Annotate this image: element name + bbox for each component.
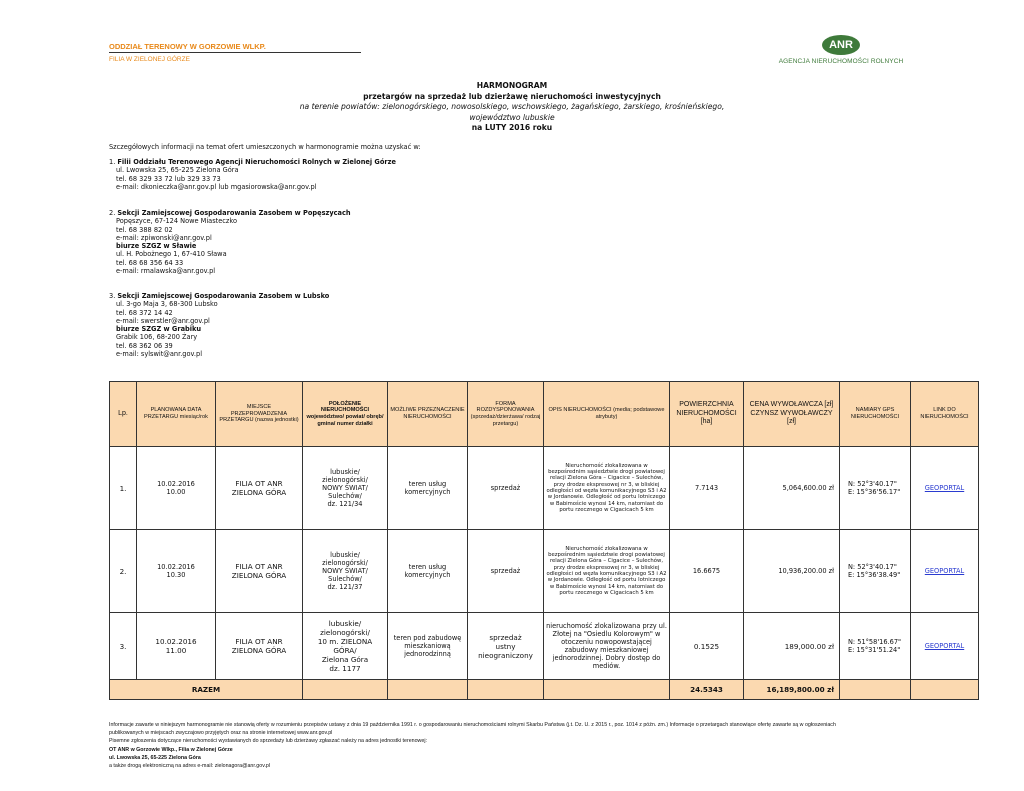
- cell-gps: [840, 613, 911, 680]
- table-header-row: [110, 382, 979, 447]
- header-lp: Lp.: [110, 382, 137, 447]
- contact-3-sub-addr: Grabik 106, 68-200 Żary: [116, 333, 198, 342]
- contact-2-tel: tel. 68 388 82 02: [116, 225, 173, 234]
- cell-polozenie: lubuskie/ zielonogórski/ 10 m. ZIELONA GÓRA/ Zielona Góra dz. 1177: [303, 613, 388, 680]
- cell-przeznaczenie: teren usług komercyjnych: [388, 530, 468, 613]
- cell-link: [911, 447, 979, 530]
- footer-notes: [109, 721, 909, 770]
- cell-gps: [840, 447, 911, 530]
- contact-1-tel: tel. 68 329 33 72 lub 329 33 73: [116, 174, 221, 183]
- contact-1: [109, 158, 396, 191]
- cell-link: [911, 613, 979, 680]
- contact-3-addr: ul. 3-go Maja 3, 68-300 Lubsko: [116, 300, 218, 309]
- table-row: [110, 447, 979, 530]
- contact-2-sub-email: e-mail: rmalawska@anr.gov.pl: [116, 267, 216, 276]
- contact-3-num: 3.: [109, 292, 118, 300]
- cell-forma: sprzedaż: [468, 447, 544, 530]
- gps-e: E: 15°31'51.24": [848, 646, 901, 654]
- cell-data: 10.02.2016 10.30: [137, 530, 216, 613]
- header-data: PLANOWANA DATA PRZETARGU miesiąc/rok: [137, 382, 216, 447]
- title-line4: województwo lubuskie: [469, 112, 555, 122]
- contact-1-email: e-mail: dkonieczka@anr.gov.pl lub mgasiorowska@anr.gov.pl: [116, 182, 317, 191]
- cell-gps: [840, 530, 911, 613]
- contact-1-name: Filii Oddziału Terenowego Agencji Nieruchomości Rolnych w Zielonej Górze: [117, 158, 396, 166]
- sum-empty: [468, 680, 544, 700]
- cell-forma: sprzedaż: [468, 530, 544, 613]
- contact-2-email: e-mail: zpiwonski@anr.gov.pl: [116, 233, 212, 242]
- logo-oval-icon: ANR: [822, 35, 860, 55]
- sum-row: [110, 680, 979, 700]
- gps-n: N: 52°3'40.17": [848, 480, 897, 488]
- table-row: [110, 613, 979, 680]
- gps-n: N: 51°58'16.67": [848, 638, 902, 646]
- cell-polozenie: lubuskie/ zielonogórski/ NOWY ŚWIAT/ Sulechów/ dz. 121/34: [303, 447, 388, 530]
- cell-opis: Nieruchomość zlokalizowana w bezpośrednim sąsiedztwie drogi powiatowej relacji Zielona Góra – Cigacice – Sulechów, przy drodze ekspresowej nr 3, w bliskiej odległości od węzła komunikacyjnego S3 i A2 w Jordanowie. Odległość od portu lotniczego w Babimoście wynosi 14 km, natomiast do portu rzecznego w Cigacicach 5 km: [544, 447, 670, 530]
- header-forma: FORMA ROZDYSPONOWANIA (sprzedaż/dzierżawa/ rodzaj przetargu): [468, 382, 544, 447]
- sum-cena: 16,189,800.00 zł: [744, 680, 840, 700]
- cell-lp: 2.: [110, 530, 137, 613]
- sum-powierzchnia: 24.5343: [670, 680, 744, 700]
- contact-2-sub-addr: ul. H. Pobożnego 1, 67-410 Sława: [116, 250, 227, 259]
- footer-line6: a także drogą elektroniczną na adres e-mail: zielonagora@anr.gov.pl: [109, 763, 271, 770]
- schedule-table: [109, 381, 979, 700]
- contact-2-addr: Popęszyce, 67-124 Nowe Miasteczko: [116, 217, 237, 226]
- cell-link: [911, 530, 979, 613]
- geoportal-link[interactable]: GEOPORTAL: [924, 567, 965, 575]
- header-opis: OPIS NIERUCHOMOŚCI (media; podstawowe atrybuty): [544, 382, 670, 447]
- cell-miejsce: FILIA OT ANR ZIELONA GÓRA: [216, 613, 303, 680]
- cell-powierzchnia: 16.6675: [670, 530, 744, 613]
- cell-opis: Nieruchomość zlokalizowana w bezpośrednim sąsiedztwie drogi powiatowej relacji Zielona Góra – Cigacice – Sulechów, przy drodze ekspresowej nr 3, w bliskiej odległości od węzła komunikacyjnego S3 i A2 w Jordanowie. Odległość od portu lotniczego w Babimoście wynosi 14 km, natomiast do portu rzecznego w Cigacicach 5 km: [544, 530, 670, 613]
- contact-2-sub-name: biurze SZGZ w Sławie: [116, 242, 197, 251]
- title-line5: na LUTY 2016 roku: [471, 123, 553, 132]
- branch-name: FILIA W ZIELONEJ GÓRZE: [109, 56, 190, 63]
- contact-3: [109, 292, 329, 358]
- sum-empty: [388, 680, 468, 700]
- cell-przeznaczenie: teren pod zabudowę mieszkaniową jednorodzinną: [388, 613, 468, 680]
- sum-empty: [544, 680, 670, 700]
- gps-n: N: 52°3'40.17": [848, 563, 897, 571]
- document-title: [0, 81, 1024, 134]
- gps-e: E: 15°36'38.49": [848, 571, 901, 579]
- cell-data: 10.02.2016 11.00: [137, 613, 216, 680]
- title-line1: HARMONOGRAM: [476, 81, 548, 90]
- cell-forma: sprzedaż ustny nieograniczony: [468, 613, 544, 680]
- footer-line1: Informacje zawarte w niniejszym harmonogramie nie stanowią oferty w rozumieniu przepisów ustawy z dnia 19 października 1991 r. o gospodarowaniu nieruchomościami rolnymi Skarbu Państwa (j.t. Dz. U. z 2015 r., poz. 1014 z późn. zm.) Informacje o przetargach stanowiące ofertę zawarte są w ogłoszeniach: [109, 722, 836, 728]
- footer-line5: ul. Lwowska 25, 65-225 Zielona Góra: [109, 754, 201, 761]
- contact-3-name: Sekcji Zamiejscowej Gospodarowania Zasobem w Lubsko: [117, 292, 330, 300]
- header-link: LINK DO NIERUCHOMOŚCI: [911, 382, 979, 447]
- cell-opis: nieruchomość zlokalizowana przy ul. Złotej na "Osiedlu Kolorowym" w otoczeniu nowopowstającej zabudowy mieszkaniowej jednorodzinnej. Dobry dostęp do mediów.: [544, 613, 670, 680]
- header-miejsce: MIEJSCE PRZEPROWADZENIA PRZETARGU (nazwa jednostki): [216, 382, 303, 447]
- footer-line2: publikowanych w miejscach zwyczajowo przyjętych oraz na stronie internetowej www.anr.gov.pl: [109, 730, 333, 737]
- contact-3-sub-name: biurze SZGZ w Grabiku: [116, 325, 202, 334]
- contact-1-num: 1.: [109, 158, 118, 166]
- footer-line4: OT ANR w Gorzowie Wlkp., Filia w Zielonej Górze: [109, 746, 233, 753]
- contact-3-email: e-mail: swerstler@anr.gov.pl: [116, 316, 210, 325]
- sum-empty: [840, 680, 911, 700]
- header-polozenie: POŁOŻENIE NIERUCHOMOŚCI województwo/ powiat/ obręb/ gmina/ numer działki: [303, 382, 388, 447]
- header-gps: NAMIARY GPS NIERUCHOMOŚCI: [840, 382, 911, 447]
- title-line3: na terenie powiatów: zielonogórskiego, nowosolskiego, wschowskiego, żagańskiego, żarskiego, krośnieńskiego,: [299, 102, 725, 111]
- sum-empty: [911, 680, 979, 700]
- header-przeznaczenie: MOŻLIWE PRZEZNACZENIE NIERUCHOMOŚCI: [388, 382, 468, 447]
- cell-lp: 1.: [110, 447, 137, 530]
- cell-cena: 10,936,200.00 zł: [744, 530, 840, 613]
- footer-line3: Pisemne zgłoszenia dotyczące nieruchomości wystawianych do sprzedaży lub dzierżawy zgłaszać należy na adres jednostki terenowej:: [109, 738, 427, 745]
- cell-przeznaczenie: teren usług komercyjnych: [388, 447, 468, 530]
- intro-text: Szczegółowych informacji na temat ofert umieszczonych w harmonogramie można uzyskać w:: [109, 143, 421, 151]
- sum-empty: [303, 680, 388, 700]
- cell-powierzchnia: 0.1525: [670, 613, 744, 680]
- sum-label: RAZEM: [110, 680, 303, 700]
- cell-miejsce: FILIA OT ANR ZIELONA GÓRA: [216, 530, 303, 613]
- cell-polozenie: lubuskie/ zielonogórski/ NOWY ŚWIAT/ Sulechów/ dz. 121/37: [303, 530, 388, 613]
- cell-powierzchnia: 7.7143: [670, 447, 744, 530]
- contact-2: [109, 209, 351, 275]
- contact-2-sub-tel: tel. 68 68 356 64 33: [116, 258, 184, 267]
- contact-3-tel: tel. 68 372 14 42: [116, 308, 173, 317]
- cell-lp: 3.: [110, 613, 137, 680]
- anr-logo: [770, 35, 912, 65]
- logo-text: AGENCJA NIERUCHOMOŚCI ROLNYCH: [778, 58, 904, 65]
- cell-cena: 189,000.00 zł: [744, 613, 840, 680]
- cell-data: 10.02.2016 10.00: [137, 447, 216, 530]
- cell-miejsce: FILIA OT ANR ZIELONA GÓRA: [216, 447, 303, 530]
- contact-1-addr: ul. Lwowska 25, 65-225 Zielona Góra: [116, 166, 239, 175]
- header-left: [109, 42, 361, 63]
- gps-e: E: 15°36'56.17": [848, 488, 901, 496]
- contact-2-name: Sekcji Zamiejscowej Gospodarowania Zasobem w Popęszycach: [117, 209, 351, 217]
- header-cena: CENA WYWOŁAWCZA [zł] CZYNSZ WYWOŁAWCZY [zł]: [744, 382, 840, 447]
- contact-3-sub-tel: tel. 68 362 06 39: [116, 341, 173, 350]
- contact-2-num: 2.: [109, 209, 118, 217]
- contact-3-sub-email: e-mail: sylswit@anr.gov.pl: [116, 350, 203, 359]
- cell-cena: 5,064,600.00 zł: [744, 447, 840, 530]
- org-name: ODDZIAŁ TERENOWY W GORZOWIE WLKP.: [109, 42, 361, 53]
- title-line2: przetargów na sprzedaż lub dzierżawę nieruchomości inwestycyjnych: [363, 91, 661, 101]
- table-row: [110, 530, 979, 613]
- geoportal-link[interactable]: GEOPORTAL: [924, 484, 965, 492]
- geoportal-link[interactable]: GEOPORTAL: [924, 642, 965, 650]
- header-powierzchnia: POWIERZCHNIA NIERUCHOMOŚCI [ha]: [670, 382, 744, 447]
